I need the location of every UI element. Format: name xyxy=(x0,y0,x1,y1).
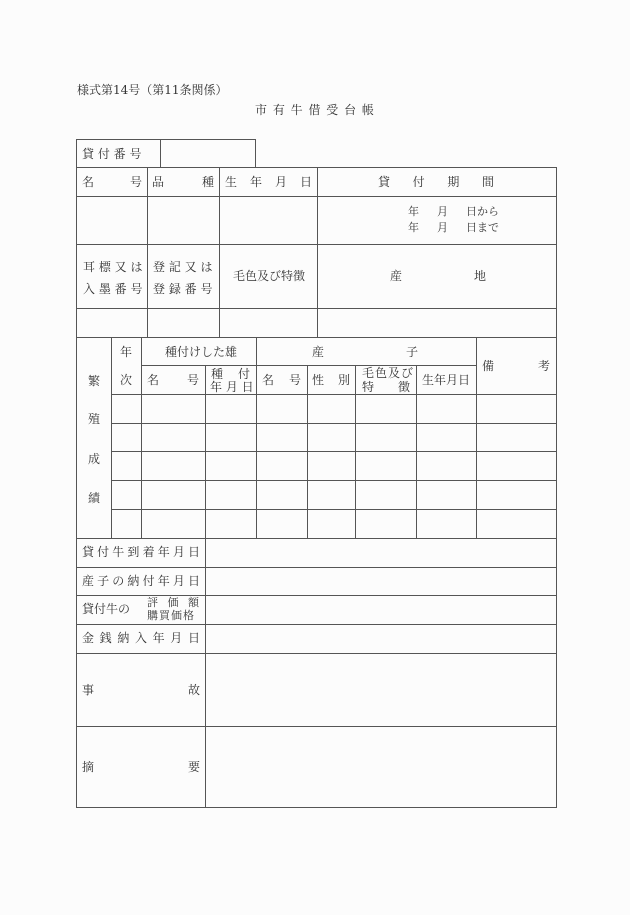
lending-number-label: 貸 付 番 号 xyxy=(82,147,142,161)
label-char: 価 xyxy=(167,596,179,609)
offspring-delivery-label xyxy=(82,575,200,587)
name-field[interactable] xyxy=(77,197,147,244)
breeding-label-2: 殖 xyxy=(88,412,101,426)
origin-field[interactable] xyxy=(318,309,556,337)
label-char: 年 xyxy=(152,631,165,645)
valuation-label-bottom: 購買価格 xyxy=(147,609,195,622)
label-char: 銭 xyxy=(99,631,112,645)
accident-label xyxy=(82,684,200,696)
valuation-field[interactable] xyxy=(206,596,556,624)
label-char: 金 xyxy=(82,631,95,645)
offspring-header: 産 子 xyxy=(312,345,418,359)
sire-date-header-2: 年 月 日 xyxy=(210,380,254,394)
period-from[interactable]: 年 月 日から xyxy=(408,205,499,218)
label-char: 要 xyxy=(187,760,200,774)
sire-date-header-1: 種 付 xyxy=(211,367,250,381)
label-char: 付 xyxy=(142,574,155,588)
summary-field[interactable] xyxy=(206,727,556,807)
offspring-name-header: 名 号 xyxy=(262,373,301,387)
breeding-label-4: 績 xyxy=(88,491,101,505)
name-header: 名 号 xyxy=(82,175,142,189)
label-char: の xyxy=(112,574,125,588)
label-char: 牛 xyxy=(112,545,125,559)
sire-name-header: 名 号 xyxy=(147,373,199,387)
registry-field[interactable] xyxy=(148,309,219,337)
lending-number-field[interactable] xyxy=(161,140,255,167)
valuation-label-top xyxy=(147,597,199,608)
label-char: 月 xyxy=(172,574,185,588)
lending-period-header: 貸 付 期 間 xyxy=(378,175,494,189)
label-char: 年 xyxy=(157,545,170,559)
sire-header: 種付けした雄 xyxy=(165,345,238,359)
label-char: 納 xyxy=(117,631,130,645)
birthdate-header: 生 年 月 日 xyxy=(225,175,312,189)
origin-header: 産 地 xyxy=(390,269,486,283)
year-header-2: 次 xyxy=(120,373,133,387)
arrival-date-field[interactable] xyxy=(206,539,556,567)
birthdate-field[interactable] xyxy=(220,197,317,244)
breeding-label-3: 成 xyxy=(88,452,101,466)
breed-header: 品 種 xyxy=(152,175,214,189)
remarks-header: 備 考 xyxy=(482,359,550,373)
label-char: 月 xyxy=(172,545,185,559)
summary-label xyxy=(82,761,200,773)
label-char: 着 xyxy=(142,545,155,559)
label-char: 日 xyxy=(187,545,200,559)
label-char: 付 xyxy=(97,545,110,559)
breeding-row[interactable] xyxy=(112,424,556,451)
breeding-label-1: 繁 xyxy=(88,374,101,388)
form-number: 様式第14号（第11条関係） xyxy=(77,83,228,97)
offspring-birth-header: 生年月日 xyxy=(422,373,471,387)
label-char: 納 xyxy=(127,574,140,588)
period-to[interactable]: 年 月 日まで xyxy=(408,221,499,234)
offspring-sex-header: 性 別 xyxy=(312,373,350,387)
label-char: 摘 xyxy=(82,760,95,774)
breeding-row[interactable] xyxy=(112,510,556,538)
offspring-coat-header-2: 特 徴 xyxy=(362,380,410,394)
label-char: 日 xyxy=(187,631,200,645)
payment-date-label xyxy=(82,632,200,644)
label-char: 月 xyxy=(170,631,183,645)
ear-tag-header-line1: 耳 標 又 は xyxy=(83,260,143,274)
ear-tag-field[interactable] xyxy=(77,309,147,337)
label-char: 日 xyxy=(187,574,200,588)
label-char: 年 xyxy=(157,574,170,588)
label-char: 到 xyxy=(127,545,140,559)
registry-header-line1: 登 記 又 は xyxy=(153,260,213,274)
label-char: 子 xyxy=(97,574,110,588)
year-header-1: 年 xyxy=(120,345,133,359)
coat-header: 毛色及び特徴 xyxy=(233,269,306,283)
label-char: 産 xyxy=(82,574,95,588)
label-char: 額 xyxy=(188,596,199,609)
label-char: 故 xyxy=(187,683,200,697)
offspring-coat-header-1: 毛色及び xyxy=(362,366,415,380)
label-char: 評 xyxy=(147,596,158,609)
registry-header-line2: 登 録 番 号 xyxy=(153,282,213,296)
breeding-row[interactable] xyxy=(112,481,556,509)
label-char: 事 xyxy=(82,683,95,697)
valuation-label-prefix: 貸付牛の xyxy=(82,602,131,616)
coat-field[interactable] xyxy=(220,309,317,337)
label-char: 入 xyxy=(134,631,147,645)
offspring-delivery-field[interactable] xyxy=(206,568,556,595)
accident-field[interactable] xyxy=(206,654,556,726)
ear-tag-header-line2: 入 墨 番 号 xyxy=(83,282,143,296)
arrival-date-label xyxy=(82,546,200,558)
breeding-row[interactable] xyxy=(112,452,556,480)
breed-field[interactable] xyxy=(148,197,219,244)
breeding-row[interactable] xyxy=(112,395,556,423)
page-title: 市 有 牛 借 受 台 帳 xyxy=(255,103,375,117)
label-char: 貸 xyxy=(82,545,95,559)
payment-date-field[interactable] xyxy=(206,625,556,653)
